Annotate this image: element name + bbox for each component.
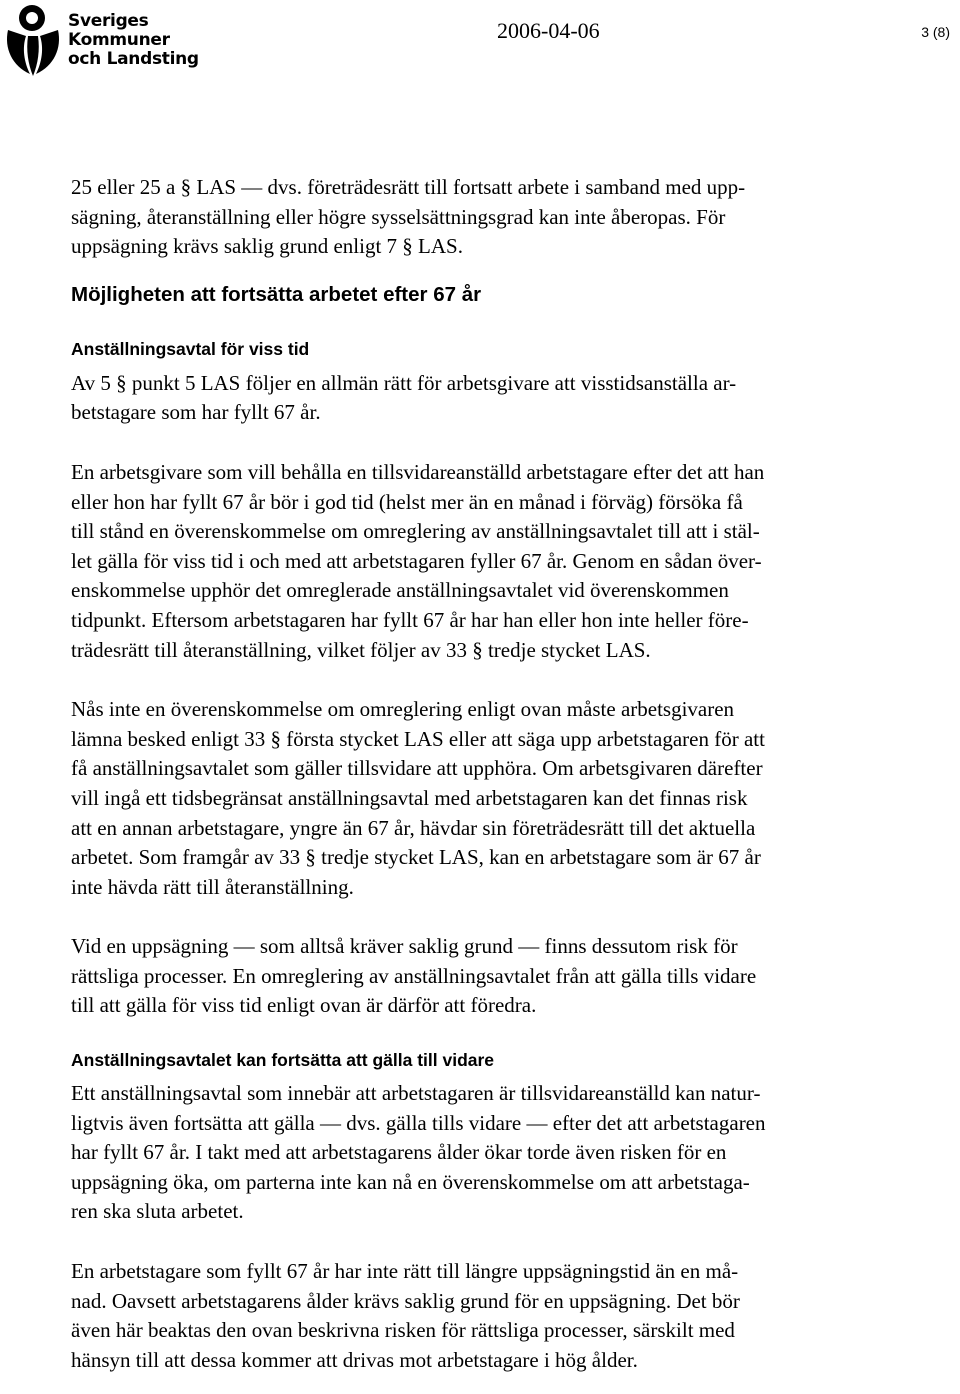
text-line: lämna besked enligt 33 § första stycket LAS eller att säga upp arbetstagaren för att xyxy=(71,726,765,751)
logo-line: och Landsting xyxy=(68,49,199,69)
paragraph xyxy=(71,932,931,1021)
text-line: sägning, återanställning eller högre sysselsättningsgrad kan inte åberopas. För xyxy=(71,204,726,229)
paragraph xyxy=(71,695,931,902)
section-heading: Möjligheten att fortsätta arbetet efter 67 år xyxy=(71,282,482,306)
text-line: inte hävda rätt till återanställning. xyxy=(71,874,354,899)
document-date: 2006-04-06 xyxy=(497,18,600,43)
document-body xyxy=(71,173,931,1375)
text-line: att en annan arbetstagare, yngre än 67 år, hävdar sin företrädesrätt till det aktuella xyxy=(71,815,756,840)
paragraph xyxy=(71,1257,931,1375)
text-line: ren ska sluta arbetet. xyxy=(71,1199,244,1224)
paragraph xyxy=(71,458,931,665)
logo-line: Sveriges xyxy=(68,11,149,31)
text-line: uppsägning krävs saklig grund enligt 7 § LAS. xyxy=(71,234,463,259)
text-line: Vid en uppsägning — som alltså kräver saklig grund — finns dessutom risk för xyxy=(71,934,738,959)
text-line: 25 eller 25 a § LAS — dvs. företrädesrätt till fortsatt arbete i samband med upp- xyxy=(71,175,746,199)
text-line: betstagare som har fyllt 67 år. xyxy=(71,400,321,425)
logo-line: Kommuner xyxy=(68,30,170,50)
text-line: rättsliga processer. En omreglering av anställningsavtalet från att gälla tills vidare xyxy=(71,963,757,988)
text-line: även här beaktas den ovan beskrivna risken för rättsliga processer, särskilt med xyxy=(71,1318,735,1343)
paragraph xyxy=(71,173,931,262)
paragraph xyxy=(71,1079,931,1227)
text-line: eller hon har fyllt 67 år bör i god tid (helst mer än en månad i förväg) försöka få xyxy=(71,489,743,514)
logo-text xyxy=(68,12,199,69)
page-header xyxy=(0,0,960,80)
text-line: till stånd en överenskommelse om omreglering av anställningsavtalet till att i stäl- xyxy=(71,519,760,544)
logo-mark-icon xyxy=(2,2,64,78)
subsection-heading: Anställningsavtal för viss tid xyxy=(71,338,310,359)
text-line: let gälla för viss tid i och med att arbetstagaren fyller 67 år. Genom en sådan över- xyxy=(71,548,762,573)
text-line: få anställningsavtalet som gäller tillsvidare att upphöra. Om arbetsgivaren därefter xyxy=(71,756,763,781)
text-line: har fyllt 67 år. I takt med att arbetstagarens ålder ökar torde även risken för en xyxy=(71,1140,727,1165)
paragraph xyxy=(71,369,931,428)
text-line: arbetet. Som framgår av 33 § tredje stycket LAS, kan en arbetstagare som är 67 år xyxy=(71,845,761,870)
text-line: tidpunkt. Eftersom arbetstagaren har fyllt 67 år har han eller hon inte heller före- xyxy=(71,607,749,632)
text-line: En arbetsgivare som vill behålla en tillsvidareanställd arbetstagare efter det att han xyxy=(71,459,765,484)
text-line: En arbetstagare som fyllt 67 år har inte rätt till längre uppsägningstid än en må- xyxy=(71,1259,739,1284)
text-line: Nås inte en överenskommelse om omreglering enligt ovan måste arbetsgivaren xyxy=(71,697,735,722)
text-line: enskommelse upphör det omreglerade anställningsavtalet vid överenskommen xyxy=(71,578,729,603)
text-line: nad. Oavsett arbetstagarens ålder krävs saklig grund för en uppsägning. Det bör xyxy=(71,1288,740,1313)
subsection-heading: Anställningsavtalet kan fortsätta att gälla till vidare xyxy=(71,1050,495,1071)
page-number: 3 (8) xyxy=(921,24,950,40)
text-line: Ett anställningsavtal som innebär att arbetstagaren är tillsvidareanställd kan natur- xyxy=(71,1081,761,1106)
organization-logo xyxy=(2,2,199,78)
text-line: till att gälla för viss tid enligt ovan är därför att föredra. xyxy=(71,993,537,1018)
text-line: Av 5 § punkt 5 LAS följer en allmän rätt för arbetsgivare att visstidsanställa ar- xyxy=(71,370,737,395)
text-line: vill ingå ett tidsbegränsat anställningsavtal med arbetstagaren kan det finnas risk xyxy=(71,785,748,810)
text-line: uppsägning öka, om parterna inte kan nå en överenskommelse om att arbetstaga- xyxy=(71,1169,750,1194)
text-line: trädesrätt till återanställning, vilket följer av 33 § tredje stycket LAS. xyxy=(71,637,651,662)
text-line: hänsyn till att dessa kommer att drivas mot arbetstagare i hög ålder. xyxy=(71,1347,638,1372)
text-line: ligtvis även fortsätta att gälla — dvs. gälla tills vidare — efter det att arbetstagaren xyxy=(71,1110,766,1135)
